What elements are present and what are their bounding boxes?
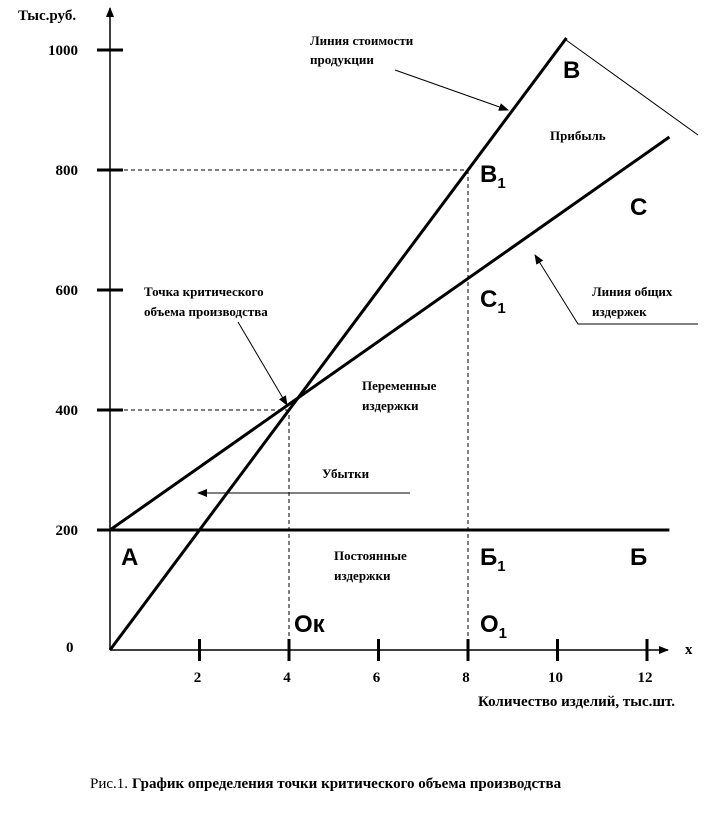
y-tick-label-400: 400 bbox=[55, 403, 78, 419]
series-line-total_costs bbox=[110, 137, 669, 530]
point-label-c1: $С_1$ bbox=[480, 286, 506, 317]
point-label-b: Б bbox=[630, 544, 648, 571]
y-tick-label-1000: 1000 bbox=[48, 43, 78, 59]
y-tick-label-0: 0 bbox=[66, 640, 74, 656]
x-tick-label-10: 10 bbox=[548, 670, 563, 686]
chart-caption: Рис.1. График определения точки критического объема производства bbox=[90, 776, 562, 792]
annotation-critical-point-2: объема производства bbox=[144, 304, 268, 319]
x-axis-ticks bbox=[194, 639, 653, 686]
annotation-losses: Убытки bbox=[322, 466, 370, 481]
x-tick-label-12: 12 bbox=[637, 670, 653, 686]
point-label-ok: Ок bbox=[294, 611, 325, 638]
y-tick-label-200: 200 bbox=[55, 523, 78, 539]
annotation-revenue-line-1: Линия стоимости bbox=[310, 33, 414, 48]
annotation-variable-costs-2: издержки bbox=[362, 398, 419, 413]
point-label-o1: $О_1$ bbox=[480, 611, 508, 642]
point-label-v: В bbox=[563, 57, 581, 84]
point-label-c: С bbox=[630, 194, 648, 221]
point-label-v1: $В_1$ bbox=[480, 161, 506, 192]
annotation-critical-arrow bbox=[238, 322, 287, 405]
x-axis-letter: x bbox=[685, 642, 693, 658]
annotation-revenue-arrow bbox=[395, 70, 508, 110]
point-label-b1: $Б_1$ bbox=[480, 544, 506, 575]
x-axis-label: Количество изделий, тыс.шт. bbox=[478, 694, 676, 710]
annotation-critical-point-1: Точка критического bbox=[144, 284, 264, 299]
annotation-revenue-line-2: продукции bbox=[310, 52, 374, 67]
annotation-costs-line-2: издержек bbox=[592, 304, 647, 319]
y-axis-label: Тыс.руб. bbox=[18, 8, 77, 24]
annotation-fixed-costs-1: Постоянные bbox=[334, 548, 407, 563]
annotation-costs-line-1: Линия общих bbox=[592, 284, 673, 299]
profit-bracket-top bbox=[566, 40, 698, 135]
x-tick-label-6: 6 bbox=[372, 670, 381, 686]
y-tick-label-800: 800 bbox=[55, 163, 78, 179]
y-axis-ticks bbox=[48, 43, 123, 656]
annotation-variable-costs-1: Переменные bbox=[362, 378, 437, 393]
annotation-fixed-costs-2: издержки bbox=[334, 568, 391, 583]
x-tick-label-4: 4 bbox=[283, 670, 291, 686]
annotation-profit: Прибыль bbox=[550, 128, 606, 143]
x-tick-label-8: 8 bbox=[462, 670, 470, 686]
x-tick-label-2: 2 bbox=[193, 670, 202, 686]
point-label-a: А bbox=[121, 544, 139, 571]
y-tick-label-600: 600 bbox=[55, 283, 78, 299]
